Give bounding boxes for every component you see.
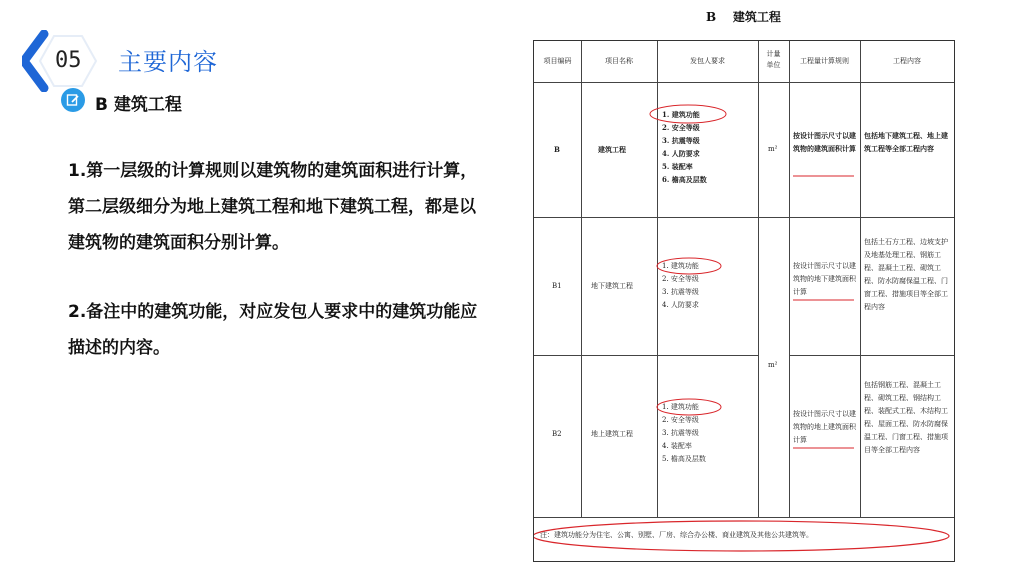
requirement-item: 6. 檐高及层数 [662,175,707,184]
table-caption: B 建筑工程 [706,10,781,24]
row-b1-name: 地下建筑工程 [591,282,633,290]
row-b-rule: 按设计图示尺寸以建筑物的建筑面积计算 [793,131,856,153]
row-b1-requirements [662,260,757,312]
section-subtitle: B 建筑工程 [95,95,182,115]
requirement-item: 3. 抗震等级 [662,429,699,437]
requirement-item: 4. 人防要求 [662,301,699,309]
requirement-item: 2. 安全等级 [662,275,699,283]
requirement-item: 3. 抗震等级 [662,136,700,145]
requirement-item: 1. 建筑功能 [662,110,700,119]
requirement-item: 1. 建筑功能 [662,262,699,270]
row-b-name: 建筑工程 [598,145,626,154]
requirement-item: 2. 安全等级 [662,123,700,132]
row-b-unit: m² [768,145,778,153]
row-b1-content: 包括土石方工程、边坡支护及地基处理工程、钢筋工程、混凝土工程、砌筑工程、防水防腐保温工程、门窗工程、措施项目等全部工程内容 [864,238,948,311]
row-b-content: 包括地下建筑工程、地上建筑工程等全部工程内容 [864,131,948,153]
requirement-item: 3. 抗震等级 [662,288,699,296]
requirement-item: 4. 人防要求 [662,149,700,158]
header-name: 项目名称 [605,57,633,65]
header-rule: 工程量计算规则 [800,57,849,65]
row-b2-unit: m² [768,361,778,369]
requirement-item: 5. 檐高及层数 [662,455,706,463]
requirement-item: 1. 建筑功能 [662,403,699,411]
badge-number: 05 [55,48,82,73]
edit-icon [61,88,85,112]
header-code: 项目编码 [543,57,572,65]
row-b2-rule: 按设计图示尺寸以建筑物的地上建筑面积计算 [793,410,856,444]
page-title: 主要内容 [118,48,218,76]
row-b2-content: 包括钢筋工程、混凝土工程、砌筑工程、钢结构工程、装配式工程、木结构工程、屋面工程、防水防腐保温工程、门窗工程、措施项目等全部工程内容 [864,381,948,454]
table-note: 注：建筑功能分为住宅、公寓、别墅、厂房、综合办公楼、商业建筑及其他公共建筑等。 [540,531,813,539]
requirement-item: 4. 装配率 [662,442,692,450]
requirement-item: 2. 安全等级 [662,416,699,424]
requirement-item: 5. 装配率 [662,162,693,171]
paragraph-1: 1.第一层级的计算规则以建筑物的建筑面积进行计算，第二层级细分为地上建筑工程和地下建筑工程，都是以建筑物的建筑面积分别计算。 [68,161,478,253]
section-number-badge [22,30,102,92]
row-b1-rule: 按设计图示尺寸以建筑物的地下建筑面积计算 [793,262,856,296]
header-content: 工程内容 [893,57,921,65]
specification-table [533,40,955,562]
row-b2-code: B2 [552,430,562,438]
row-b2-name: 地上建筑工程 [591,430,633,438]
row-b-code: B [554,145,560,154]
header-requirements: 发包人要求 [690,57,725,65]
header-unit: 计量 单位 [766,50,781,69]
row-b-requirements [662,108,757,186]
paragraph-2: 2.备注中的建筑功能，对应发包人要求中的建筑功能应描述的内容。 [68,302,478,358]
row-b2-requirements [662,401,757,466]
row-b1-code: B1 [552,282,562,290]
